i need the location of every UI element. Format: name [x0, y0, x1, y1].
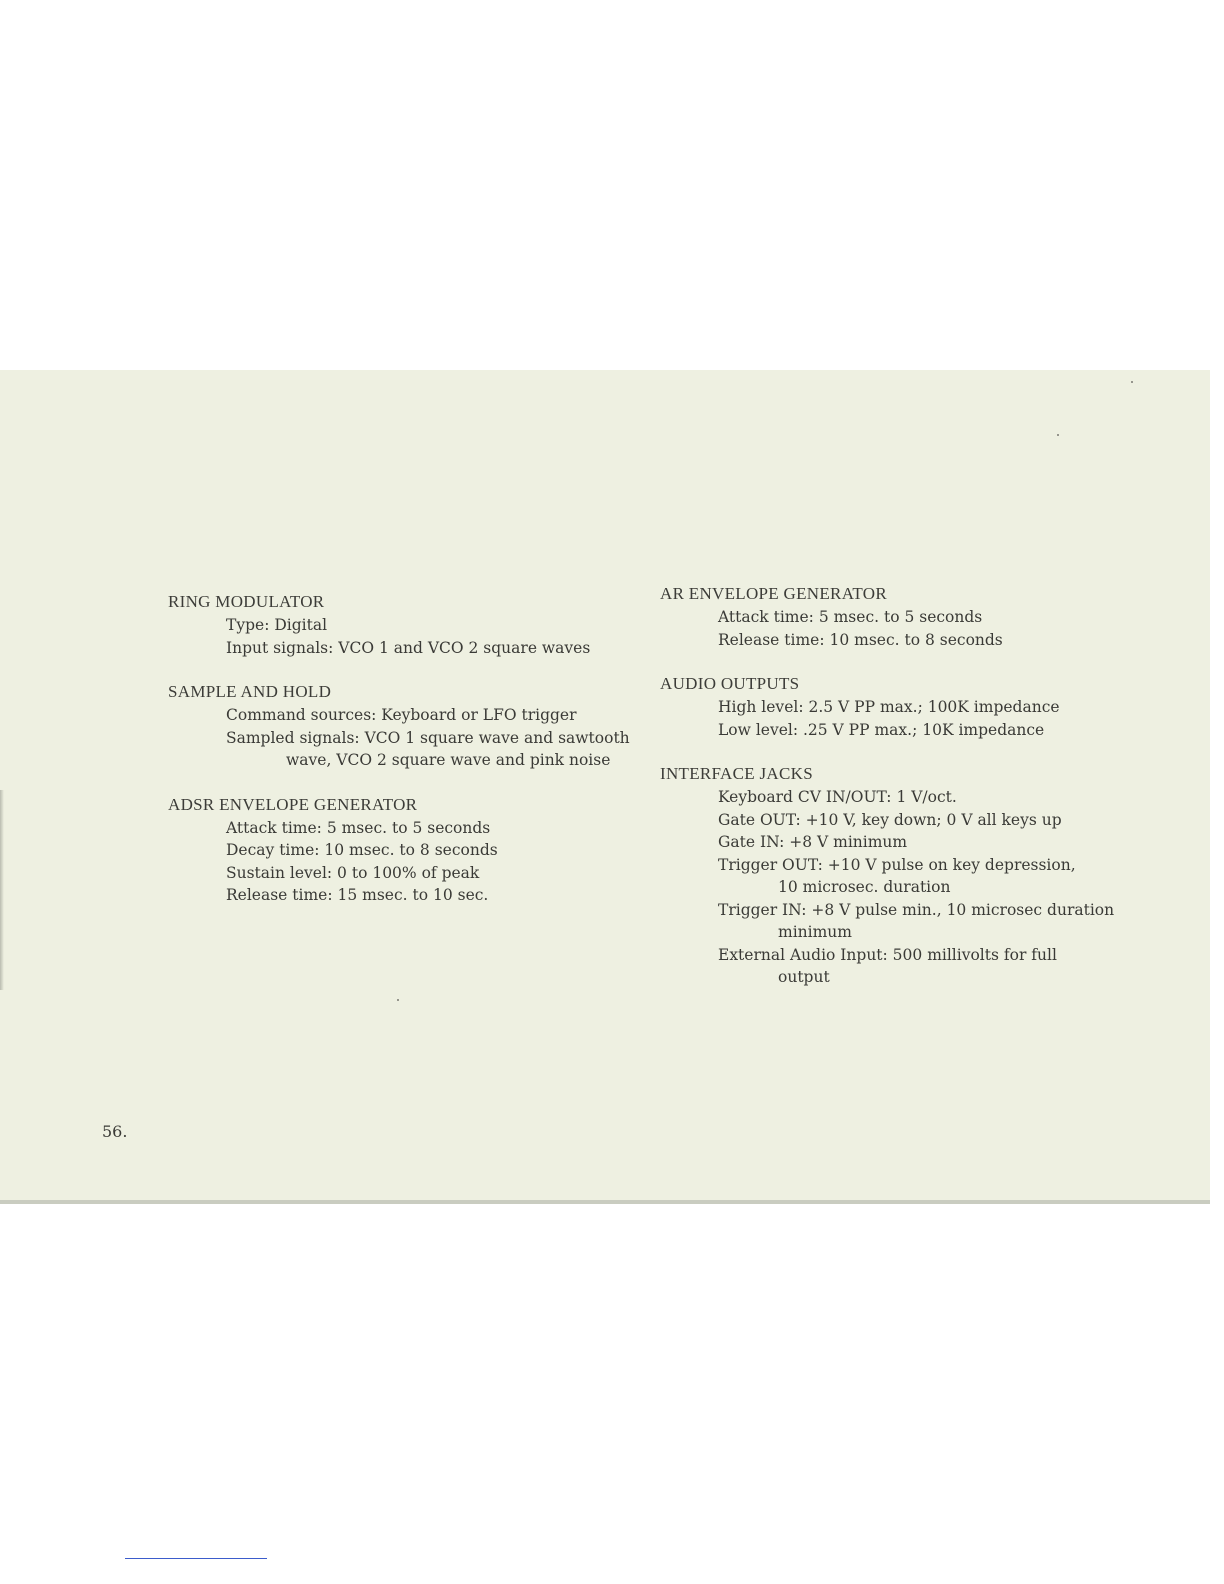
- spec-line-continuation: 10 microsec. duration: [778, 878, 951, 896]
- spec-section-interface-jacks: [660, 762, 1130, 989]
- spec-line-continuation: output: [778, 968, 830, 986]
- spec-section-audio-outputs: [660, 672, 1130, 741]
- spec-line: Type: Digital: [226, 616, 328, 634]
- spec-line: Release time: 15 msec. to 10 sec.: [226, 886, 489, 904]
- dust-speck: [1057, 434, 1059, 436]
- dust-speck: [397, 999, 399, 1001]
- spec-section-ar-envelope: [660, 582, 1130, 651]
- spec-line: Trigger OUT: +10 V pulse on key depression,: [718, 855, 1076, 874]
- page-number: 56.: [102, 1122, 128, 1141]
- spec-line: Trigger IN: +8 V pulse min., 10 microsec duration: [718, 900, 1115, 919]
- spec-section-ring-modulator: [168, 590, 638, 659]
- spec-line-continuation: wave, VCO 2 square wave and pink noise: [286, 751, 611, 769]
- footer-rule: [125, 1558, 267, 1559]
- left-spec-column: [168, 590, 638, 928]
- spec-line: Sampled signals: VCO 1 square wave and sawtooth: [226, 728, 630, 747]
- spec-line: Gate OUT: +10 V, key down; 0 V all keys up: [718, 810, 1062, 829]
- scan-shadow-edge: [0, 790, 4, 990]
- section-heading: AUDIO OUTPUTS: [660, 674, 800, 693]
- section-heading: RING MODULATOR: [168, 592, 325, 611]
- spec-section-adsr-envelope: [168, 793, 638, 907]
- spec-line: Command sources: Keyboard or LFO trigger: [226, 706, 577, 724]
- section-heading: INTERFACE JACKS: [660, 764, 813, 783]
- spec-line: Low level: .25 V PP max.; 10K impedance: [718, 720, 1045, 739]
- section-heading: AR ENVELOPE GENERATOR: [660, 584, 887, 603]
- dust-speck: [1131, 381, 1133, 383]
- spec-line: Attack time: 5 msec. to 5 seconds: [718, 608, 983, 626]
- spec-line: Decay time: 10 msec. to 8 seconds: [226, 841, 498, 859]
- spec-line: Sustain level: 0 to 100% of peak: [226, 863, 480, 882]
- spec-section-sample-and-hold: [168, 680, 638, 772]
- spec-line: External Audio Input: 500 millivolts for full: [718, 945, 1057, 964]
- right-spec-column: [660, 582, 1130, 1010]
- section-heading: SAMPLE AND HOLD: [168, 682, 332, 701]
- section-heading: ADSR ENVELOPE GENERATOR: [168, 794, 418, 814]
- spec-line: Attack time: 5 msec. to 5 seconds: [226, 818, 491, 837]
- spec-line: Input signals: VCO 1 and VCO 2 square waves: [226, 638, 591, 657]
- spec-line-continuation: minimum: [778, 923, 852, 941]
- spec-line: Gate IN: +8 V minimum: [718, 833, 908, 851]
- spec-line: Keyboard CV IN/OUT: 1 V/oct.: [718, 788, 957, 806]
- spec-line: High level: 2.5 V PP max.; 100K impedance: [718, 698, 1060, 716]
- spec-line: Release time: 10 msec. to 8 seconds: [718, 630, 1003, 649]
